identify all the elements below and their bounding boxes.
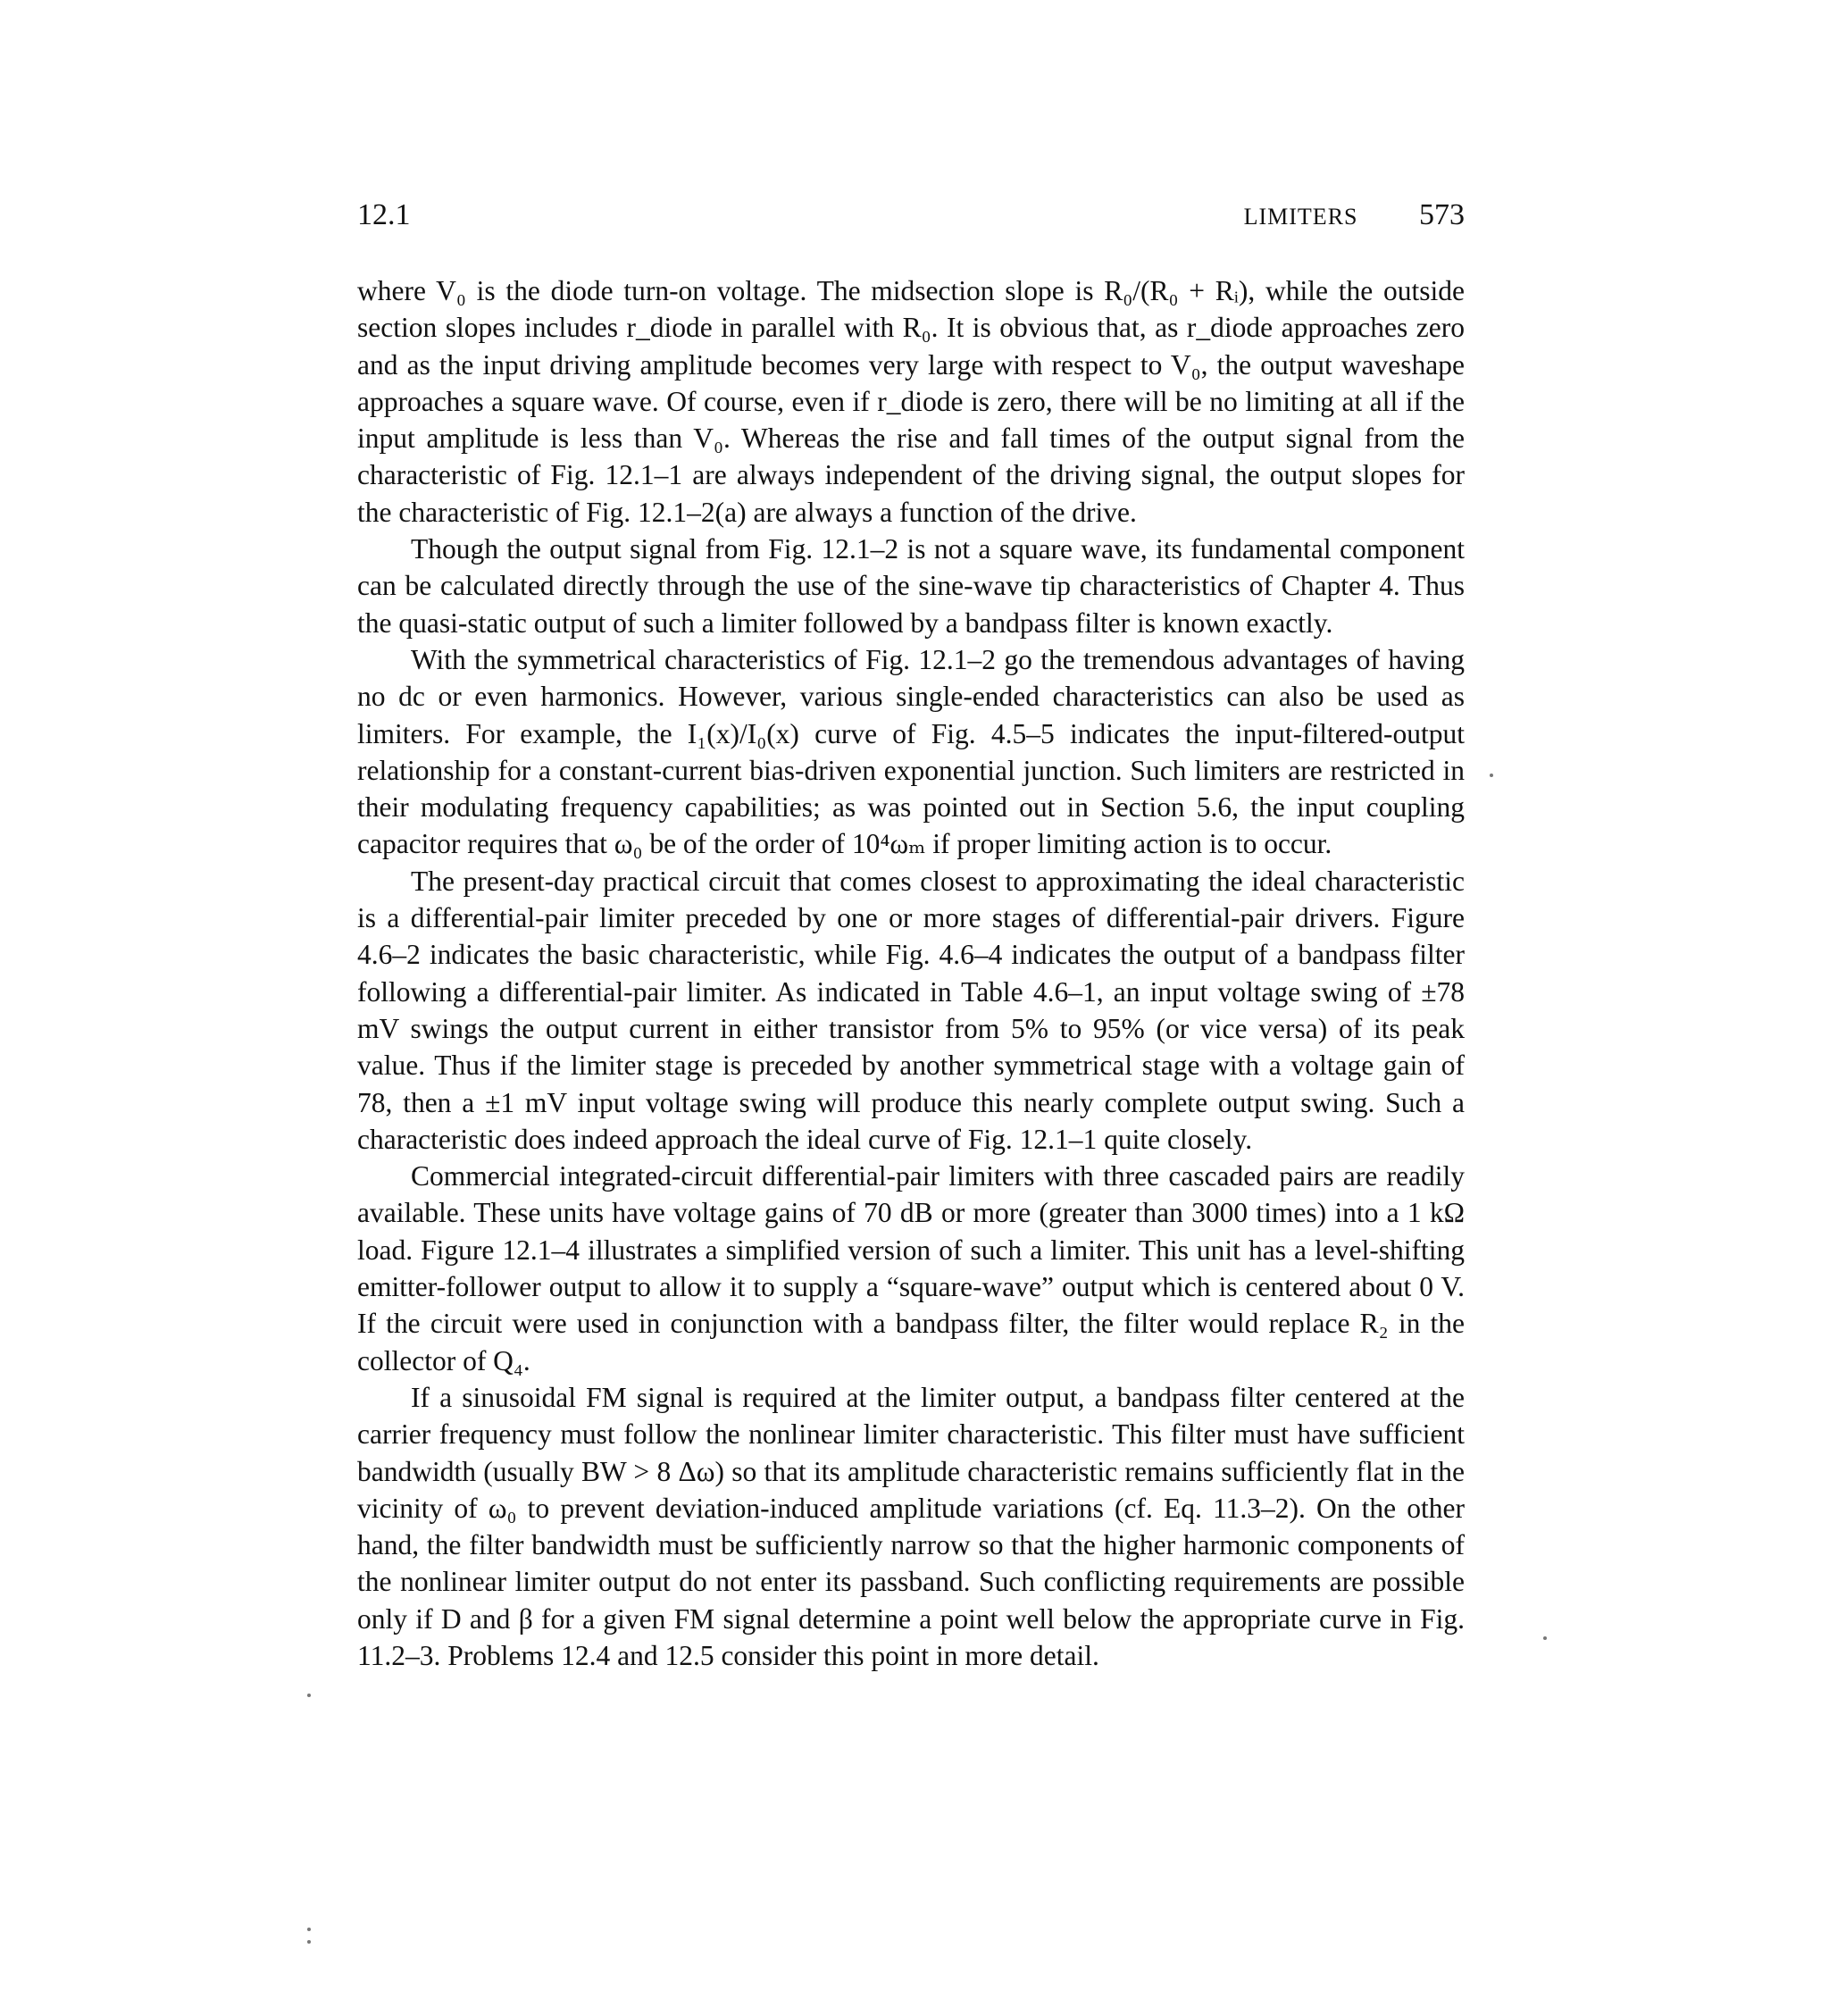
body-text: [357, 272, 1465, 1674]
page-number: 573: [1419, 198, 1465, 231]
section-number: 12.1: [357, 198, 411, 231]
chapter-title: LIMITERS: [1243, 204, 1358, 230]
scan-speck: [307, 1694, 311, 1697]
paragraph-5: Commercial integrated-circuit differential-pair limiters with three cascaded pairs are readily available. These units have voltage gains of 70 dB or more (greater than 3000 times) into a 1 kΩ load. Figure 12.1–4 illustrates a simplified version of such a limiter. This unit has a level-shifting emitter-follower output to allow it to supply a “square-wave” output which is centered about 0 V. If the circuit were used in conjunction with a bandpass filter, the filter would replace R₂ in the collector of Q₄.: [357, 1160, 1465, 1376]
scan-speck: [1543, 1636, 1547, 1640]
paragraph-3: With the symmetrical characteristics of Fig. 12.1–2 go the tremendous advantages of having no dc or even harmonics. However, various single-ended characteristics can also be used as limiters. For example, the I₁(x)/I₀(x) curve of Fig. 4.5–5 indicates the input-filtered-output relationship for a constant-current bias-driven exponential junction. Such limiters are restricted in their modulating frequency capabilities; as was pointed out in Section 5.6, the input coupling capacitor requires that ω₀ be of the order of 10⁴ωₘ if proper limiting action is to occur.: [357, 643, 1465, 860]
scan-speck: [307, 1928, 311, 1931]
scan-speck: [1490, 774, 1493, 777]
paragraph-6: If a sinusoidal FM signal is required at the limiter output, a bandpass filter centered at the carrier frequency must follow the nonlinear limiter characteristic. This filter must have sufficient bandwidth (usually BW > 8 Δω) so that its amplitude characteristic remains sufficiently flat in the vicinity of ω₀ to prevent deviation-induced amplitude variations (cf. Eq. 11.3–2). On the other hand, the filter bandwidth must be sufficiently narrow so that the higher harmonic components of the nonlinear limiter output do not enter its passband. Such conflicting requirements are possible only if D and β for a given FM signal determine a point well below the appropriate curve in Fig. 11.2–3. Problems 12.4 and 12.5 consider this point in more detail.: [357, 1381, 1465, 1671]
paragraph-4: The present-day practical circuit that comes closest to approximating the ideal characteristic is a differential-pair limiter preceded by one or more stages of differential-pair drivers. Figure 4.6–2 indicates the basic characteristic, while Fig. 4.6–4 indicates the output of a bandpass filter following a differential-pair limiter. As indicated in Table 4.6–1, an input voltage swing of ±78 mV swings the output current in either transistor from 5% to 95% (or vice versa) of its peak value. Thus if the limiter stage is preceded by another symmetrical stage with a voltage gain of 78, then a ±1 mV input voltage swing will produce this nearly complete output swing. Such a characteristic does indeed approach the ideal curve of Fig. 12.1–1 quite closely.: [357, 865, 1465, 1155]
running-head: [357, 198, 1465, 243]
paragraph-2: Though the output signal from Fig. 12.1–2 is not a square wave, its fundamental component can be calculated directly through the use of the sine-wave tip characteristics of Chapter 4. Thus the quasi-static output of such a limiter followed by a bandpass filter is known exactly.: [357, 533, 1465, 639]
paragraph-1: where V₀ is the diode turn-on voltage. The midsection slope is R₀/(R₀ + Rᵢ), while the outside section slopes includes r_diode in parallel with R₀. It is obvious that, as r_diode approaches zero and as the input driving amplitude becomes very large with respect to V₀, the output waveshape approaches a square wave. Of course, even if r_diode is zero, there will be no limiting at all if the input amplitude is less than V₀. Whereas the rise and fall times of the output signal from the characteristic of Fig. 12.1–1 are always independent of the driving signal, the output slopes for the characteristic of Fig. 12.1–2(a) are always a function of the drive.: [357, 275, 1465, 528]
scan-speck: [307, 1940, 311, 1944]
book-page: [357, 0, 1465, 2016]
running-head-right: [1244, 198, 1465, 232]
